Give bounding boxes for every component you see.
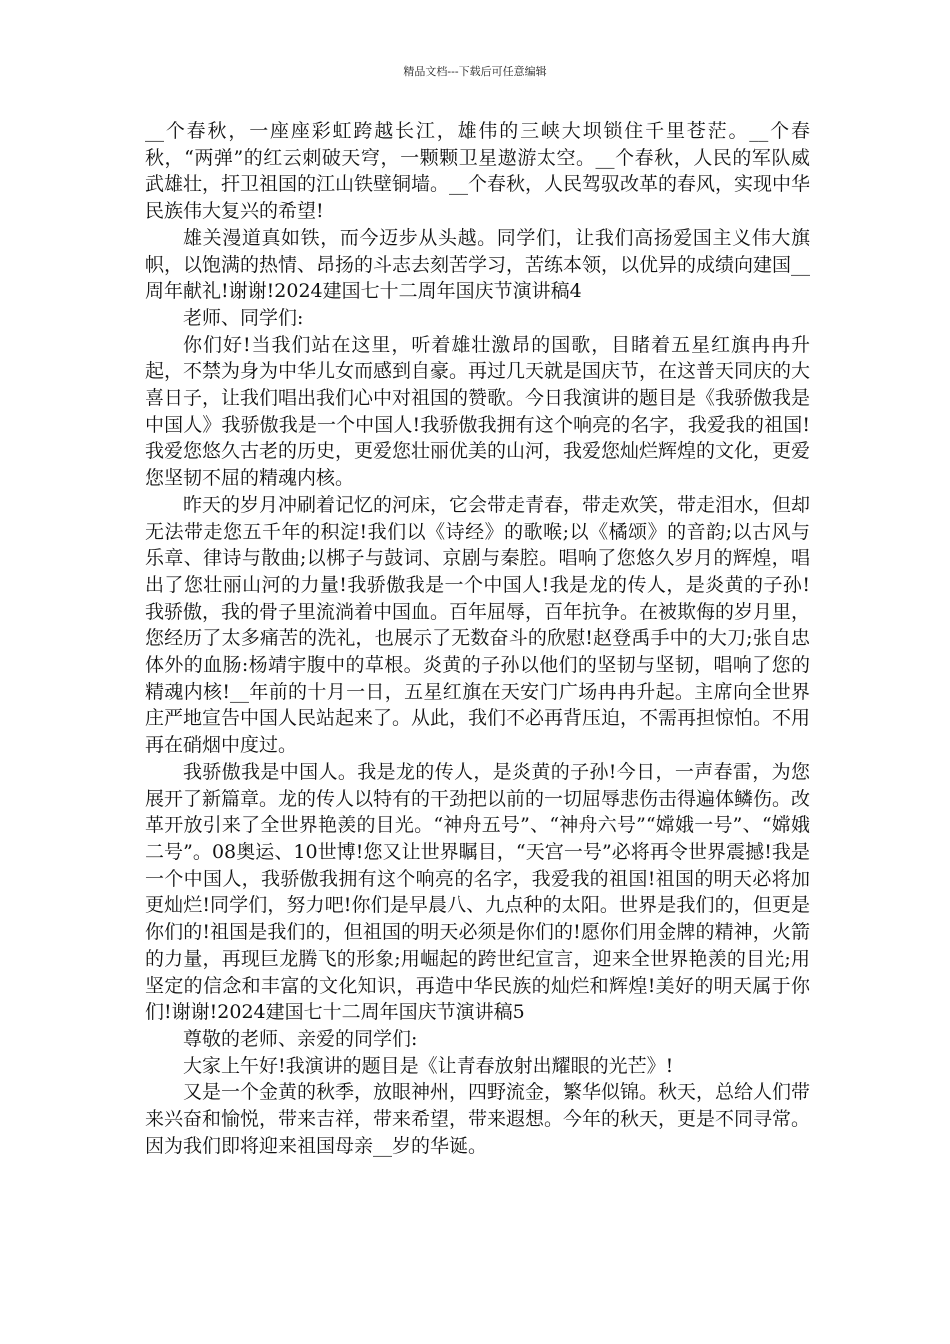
- document-body: [145, 118, 810, 1159]
- salutation: 尊敬的老师、亲爱的同学们:: [183, 1027, 418, 1050]
- salutation: 老师、同学们:: [183, 306, 304, 329]
- paragraph: 大家上午好!我演讲的题目是《让青春放射出耀眼的光芒》!: [183, 1054, 674, 1077]
- paragraph: 又是一个金黄的秋季，放眼神州，四野流金，繁华似锦。秋天，总给人们带来兴奋和愉悦，带来吉祥，带来希望，带来遐想。今年的秋天，更是不同寻常。因为我们即将迎来祖国母亲__岁的华诞。: [145, 1081, 811, 1157]
- paragraph: 你们好!当我们站在这里，听着雄壮激昂的国歌，目睹着五星红旗冉冉升起，不禁为身为中华儿女而感到自豪。再过几天就是国庆节，在这普天同庆的大喜日子，让我们唱出我们心中对祖国的赞歌。今日我演讲的题目是《我骄傲我是中国人》我骄傲我是一个中国人!我骄傲我拥有这个响亮的名字，我爱我的祖国!我爱您悠久古老的历史，更爱您壮丽优美的山河，我爱您灿烂辉煌的文化，更爱您坚韧不屈的精魂内核。: [145, 333, 811, 490]
- paragraph: __个春秋，一座座彩虹跨越长江，雄伟的三峡大坝锁住千里苍茫。__个春秋，“两弹”的红云刺破天穹，一颗颗卫星遨游太空。__个春秋，人民的军队威武雄壮，扞卫祖国的江山铁壁铜墙。__个春秋，人民驾驭改革的春风，实现中华民族伟大复兴的希望!: [145, 120, 811, 223]
- paragraph: 我骄傲我是中国人。我是龙的传人，是炎黄的子孙!今日，一声春雷，为您展开了新篇章。龙的传人以特有的干劲把以前的一切屈辱悲伤击得遍体鳞伤。改革开放引来了全世界艳羡的目光。“神舟五号”、“神舟六号”“嫦娥一号”、“嫦娥二号”。08奥运、10世博!您又让世界瞩目，“天宫一号”必将再令世界震撼!我是一个中国人，我骄傲我拥有这个响亮的名字，我爱我的祖国!祖国的明天必将加更灿烂!同学们，努力吧!你们是早晨八、九点种的太阳。世界是我们的，但更是你们的!祖国是我们的，但祖国的明天必须是你们的!愿你们用金牌的精神，火箭的力量，再现巨龙腾飞的形象;用崛起的跨世纪宣言，迎来全世界艳羡的目光;用坚定的信念和丰富的文化知识，再造中华民族的灿烂和辉煌!美好的明天属于你们!谢谢!2024建国七十二周年国庆节演讲稿5: [145, 760, 811, 1024]
- page-header: 精品文档---下载后可任意编辑: [403, 65, 547, 78]
- paragraph: 雄关漫道真如铁，而今迈步从头越。同学们，让我们高扬爱国主义伟大旗帜，以饱满的热情、昂扬的斗志去刻苦学习，苦练本领，以优异的成绩向建国__周年献礼!谢谢!2024建国七十二周年国庆节演讲稿4: [145, 226, 811, 303]
- paragraph: 昨天的岁月冲刷着记忆的河床，它会带走青春，带走欢笑，带走泪水，但却无法带走您五千年的积淀!我们以《诗经》的歌喉;以《橘颂》的音韵;以古风与乐章、律诗与散曲;以梆子与鼓词、京剧与秦腔。唱响了您悠久岁月的辉煌，唱出了您壮丽山河的力量!我骄傲我是一个中国人!我是龙的传人，是炎黄的子孙!我骄傲，我的骨子里流淌着中国血。百年屈辱，百年抗争。在被欺侮的岁月里，您经历了太多痛苦的洗礼，也展示了无数奋斗的欣慰!赵登禹手中的大刀;张自忠体外的血肠:杨靖宇腹中的草根。炎黄的子孙以他们的坚韧与坚韧，唱响了您的精魂内核!__年前的十月一日，五星红旗在天安门广场冉冉升起。主席向全世界庄严地宣告中国人民站起来了。从此，我们不必再背压迫，不需再担惊怕。不用再在硝烟中度过。: [145, 493, 811, 757]
